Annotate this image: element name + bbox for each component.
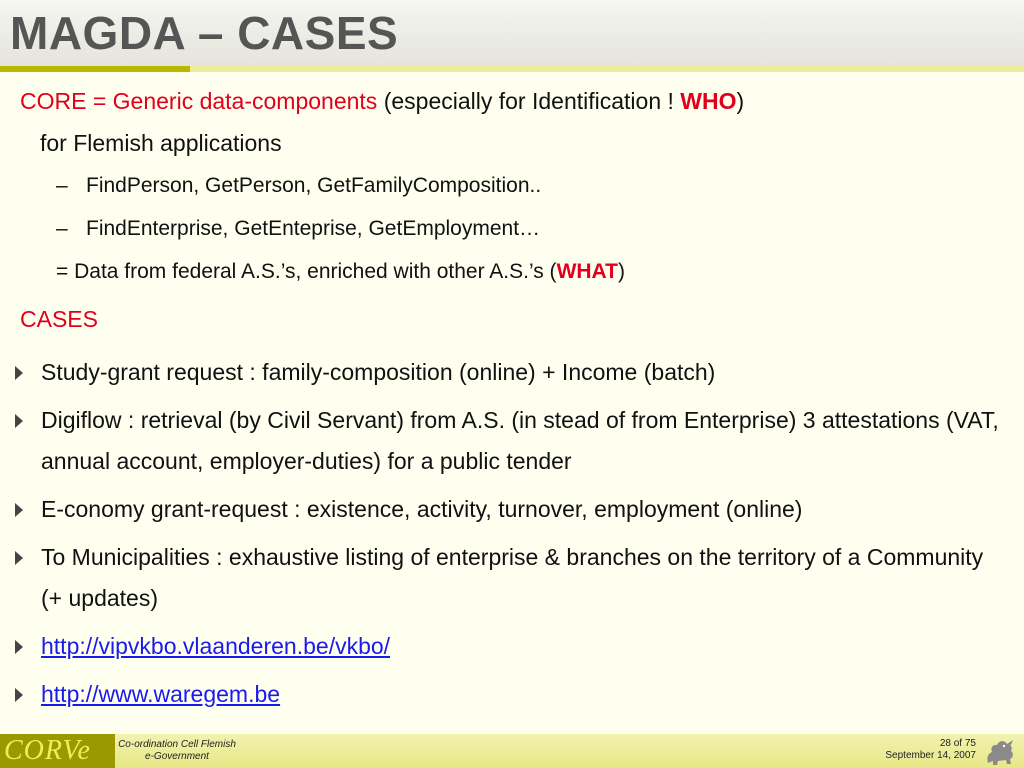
slide-title: MAGDA – CASES [10, 7, 399, 59]
cases-bullet-list [0, 352, 1024, 722]
subitem-dash: – [56, 174, 68, 197]
core-label: CORE = Generic data-components [20, 88, 378, 114]
bullet-text: Study-grant request : family-composition (online) + Income (batch) [41, 359, 716, 385]
page-number: 28 of 75 [939, 738, 976, 749]
subitem-dash: – [56, 217, 68, 240]
footer-page-info [885, 738, 976, 762]
flemish-lion-icon [980, 735, 1020, 767]
core-paren-open: (especially for Identification ! [377, 88, 681, 114]
slide-date: September 14, 2007 [885, 750, 976, 761]
bullet-digiflow [0, 400, 1024, 482]
data-source-suffix: ) [617, 260, 625, 283]
bullet-triangle-icon [15, 414, 23, 428]
core-line-2: for Flemish applications [40, 130, 282, 156]
bullet-triangle-icon [15, 551, 23, 565]
title-bar [0, 0, 1024, 66]
footer-organization [118, 739, 236, 763]
bullet-study-grant [0, 352, 1024, 393]
subitem-find-enterprise: FindEnterprise, GetEnteprise, GetEmployment… [86, 217, 541, 240]
bullet-triangle-icon [15, 503, 23, 517]
bullet-text: To Municipalities : exhaustive listing of enterprise & branches on the territory of a Community (+ updates) [41, 544, 984, 611]
data-source-prefix: = Data from federal A.S.’s, enriched with other A.S.’s ( [56, 260, 557, 283]
bullet-municipalities [0, 537, 1024, 619]
footer-org-line-2: e-Government [145, 751, 209, 762]
bullet-e-conomy [0, 489, 1024, 530]
core-paren-close: ) [736, 88, 745, 114]
vkbo-link[interactable]: http://vipvkbo.vlaanderen.be/vkbo/ [41, 633, 391, 659]
slide-footer [0, 734, 1024, 768]
core-line [20, 88, 744, 115]
what-highlight: WHAT [556, 260, 618, 283]
bullet-triangle-icon [15, 366, 23, 380]
bullet-text: E-conomy grant-request : existence, activity, turnover, employment (online) [41, 496, 803, 522]
bullet-text: Digiflow : retrieval (by Civil Servant) from A.S. (in stead of from Enterprise) 3 attestations (VAT, annual account, employer-duties) for a public tender [41, 407, 999, 474]
title-rule-dark [0, 66, 190, 72]
cases-heading: CASES [20, 306, 98, 332]
bullet-triangle-icon [15, 688, 23, 702]
corve-logo [0, 734, 115, 768]
title-rule-light [190, 66, 1024, 72]
bullet-triangle-icon [15, 640, 23, 654]
bullet-link-vkbo [0, 626, 1024, 667]
waregem-link[interactable]: http://www.waregem.be [41, 681, 281, 707]
data-source-line [56, 260, 625, 284]
who-highlight: WHO [680, 88, 737, 114]
footer-org-line-1: Co-ordination Cell Flemish [118, 739, 236, 750]
bullet-link-waregem [0, 674, 1024, 715]
subitem-find-person: FindPerson, GetPerson, GetFamilyComposition.. [86, 174, 542, 197]
corve-logo-text: CORVe [4, 735, 91, 766]
